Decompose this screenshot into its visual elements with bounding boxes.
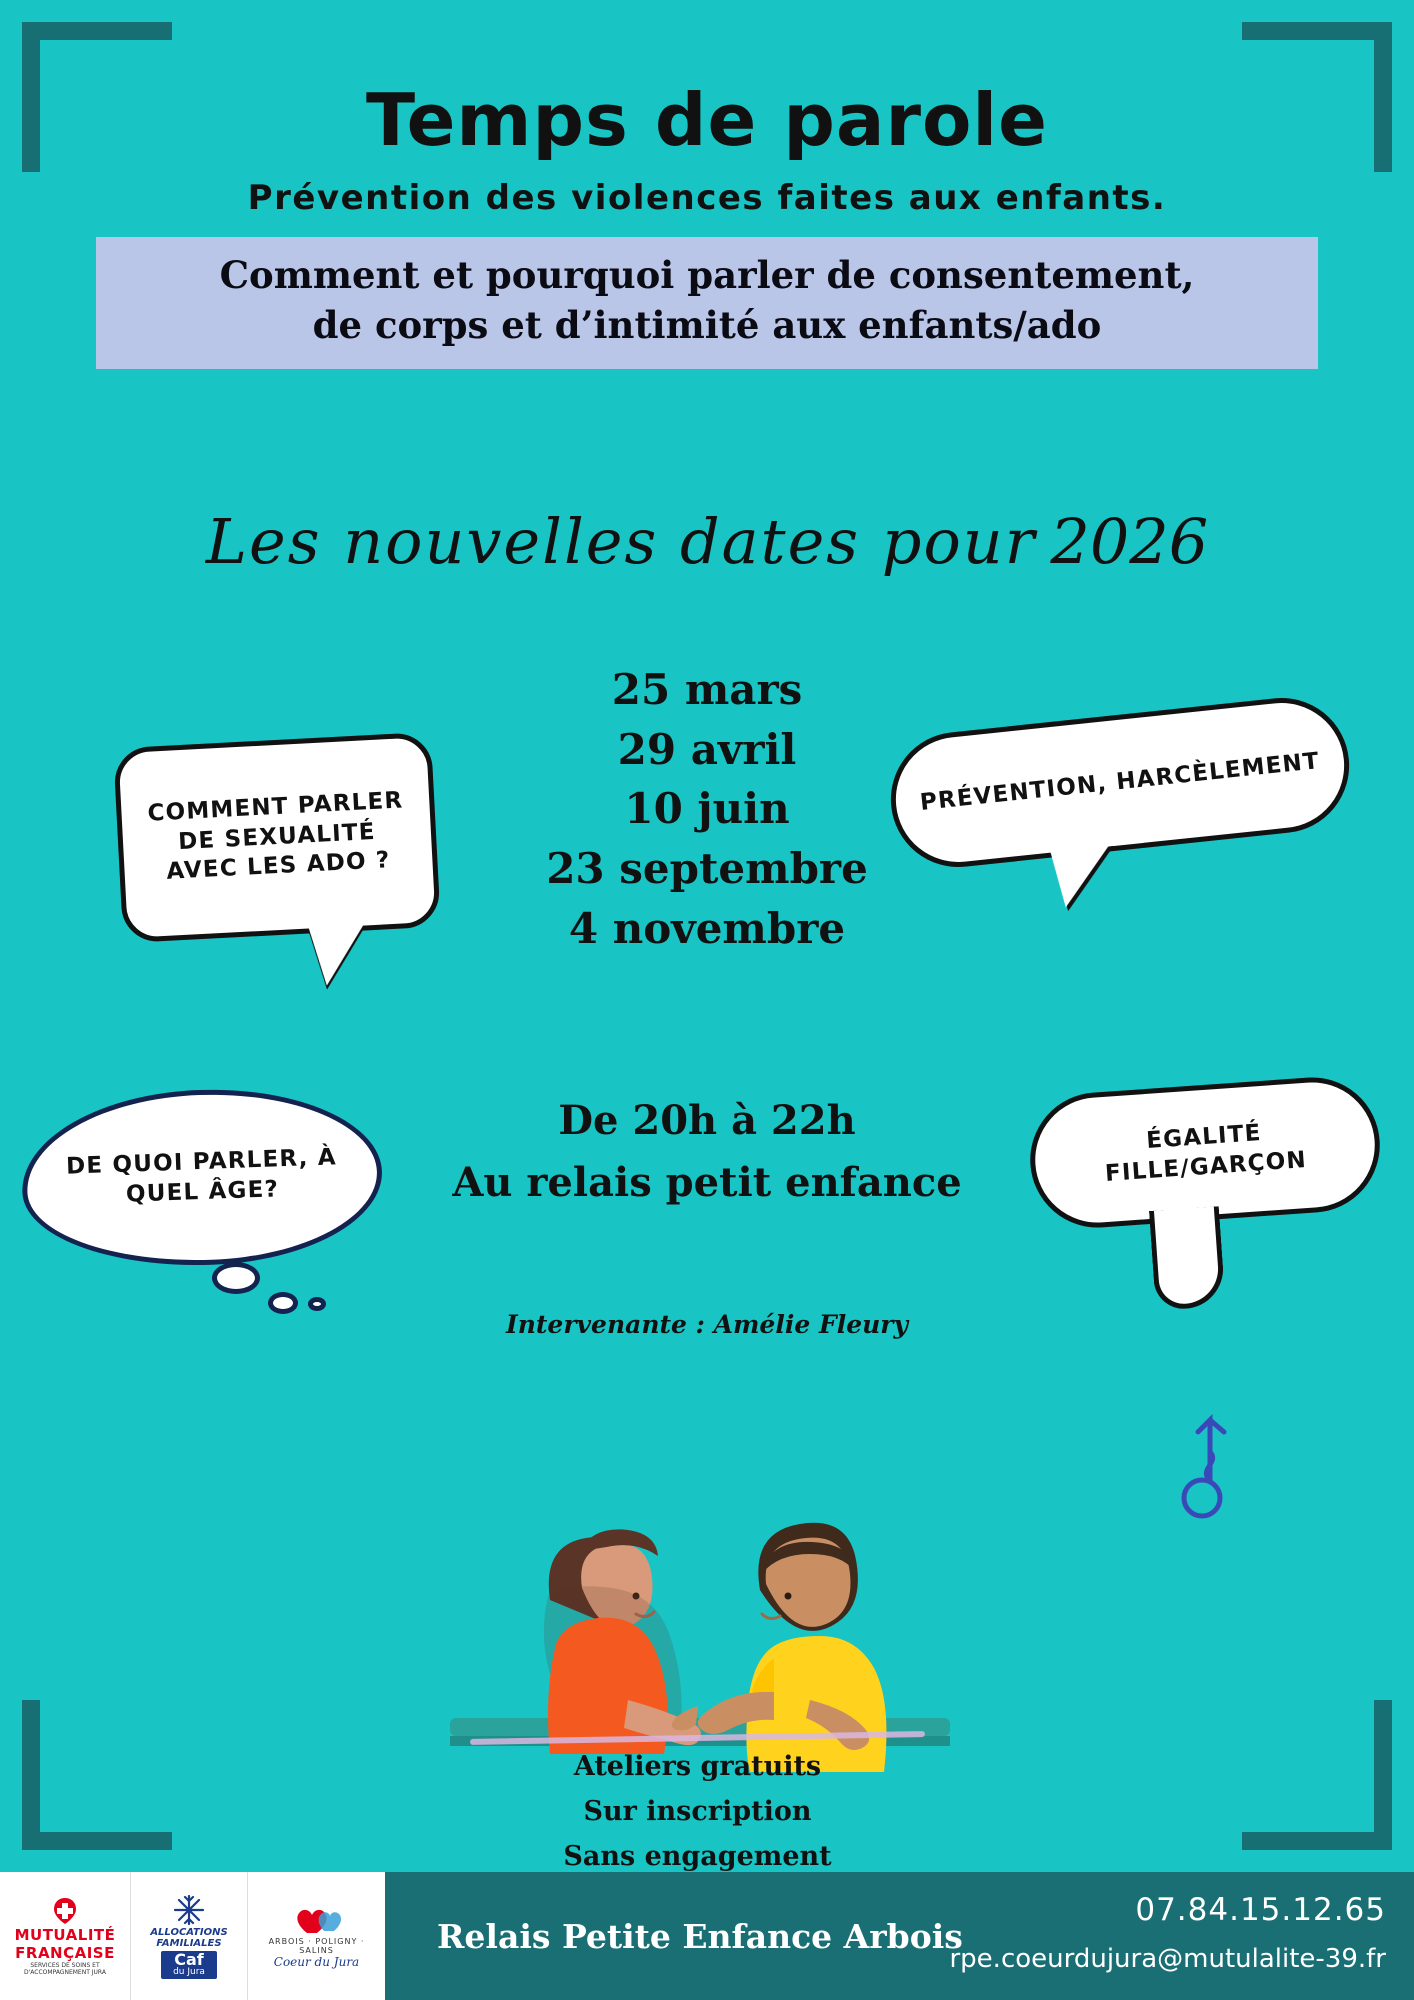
logo-mutualite-sub: SERVICES DE SOINS ET D'ACCOMPAGNEMENT JURA [24,1961,106,1976]
corner-bracket-bottom-left [22,1700,172,1850]
speech-bubble-sexuality [113,732,441,943]
list-item: 23 septembre [546,843,868,893]
footer-contact [949,1892,1386,1974]
logo-caf-box-sub: du Jura [173,1967,205,1977]
logo-mutualite-line2: FRANÇAISE [15,1943,115,1962]
note-line: Sans engagement [563,1841,832,1873]
new-dates-text: Les nouvelles dates pour [205,505,1037,578]
logo-caf [130,1872,248,2000]
logo-mutualite-line1: MUTUALITÉ [14,1925,116,1944]
speaker-text: Intervenante : Amélie Fleury [506,1310,908,1339]
hours-text: De 20h à 22h [558,1097,856,1144]
note-line: Ateliers gratuits [573,1751,822,1782]
caf-snowflake-icon [172,1893,206,1927]
heart-icon [293,1903,341,1937]
page-subtitle: Prévention des violences faites aux enfants. [247,178,1167,218]
speech-bubble-prevention-text: PRÉVENTION, HARCÈLEMENT [918,747,1322,816]
place-text: Au relais petit enfance [452,1159,962,1206]
logo-mutualite-francaise [0,1872,130,2000]
mutualite-icon [52,1896,78,1926]
logo-coeur-du-jura [248,1872,385,2000]
speech-bubble-tail [308,921,369,986]
speech-bubble-tail [1050,842,1118,908]
new-dates-heading [0,505,1414,578]
note-line: Sur inscription [583,1796,812,1828]
list-item: 25 mars [611,665,803,714]
logo-cj-line1: ARBOIS · POLIGNY · SALINS [268,1937,365,1955]
notes-block [470,1735,925,1873]
footer-phone[interactable]: 07.84.15.12.65 [1135,1892,1386,1928]
footer-logos [0,1872,385,2000]
speech-bubble-sexuality-text: COMMENT PARLER DE SEXUALITÉ AVEC LES ADO ? [146,787,404,886]
speech-bubble-equality [1026,1073,1385,1232]
footer-organisation: Relais Petite Enfance Arbois [437,1916,963,1956]
footer-email[interactable]: rpe.coeurdujura@mutulalite-39.fr [949,1944,1386,1974]
speech-bubble-tail [1149,1206,1226,1311]
corner-bracket-bottom-right [1242,1700,1392,1850]
thought-bubble-topics-text: DE QUOI PARLER, À QUEL ÂGE? [65,1143,338,1208]
speech-bubble-equality-text: ÉGALITÉ FILLE/GARÇON [1104,1119,1308,1187]
banner [96,237,1318,369]
logo-caf-line1: ALLOCATIONS [150,1927,228,1938]
list-item: 29 avril [617,724,797,774]
thought-bubble-dot [212,1262,260,1294]
banner-line-2: de corps et d’intimité aux enfants/ado [312,302,1102,347]
banner-line-1: Comment et pourquoi parler de consentement, [219,253,1195,297]
logo-cj-line2: Coeur du Jura [273,1955,360,1969]
footer-bar [0,1872,1414,2000]
new-dates-year: 2026 [1050,505,1209,578]
logo-caf-line2: FAMILIALES [156,1938,222,1949]
logo-caf-box-label: Caf [174,1950,204,1969]
gender-symbol-icon [1140,1370,1260,1540]
list-item: 10 juin [624,784,790,834]
list-item: 4 novembre [568,903,846,953]
thought-bubble-dot [308,1297,326,1311]
thought-bubble-dot [268,1292,298,1314]
logo-caf-box [161,1951,217,1979]
page-title: Temps de parole [366,78,1048,162]
